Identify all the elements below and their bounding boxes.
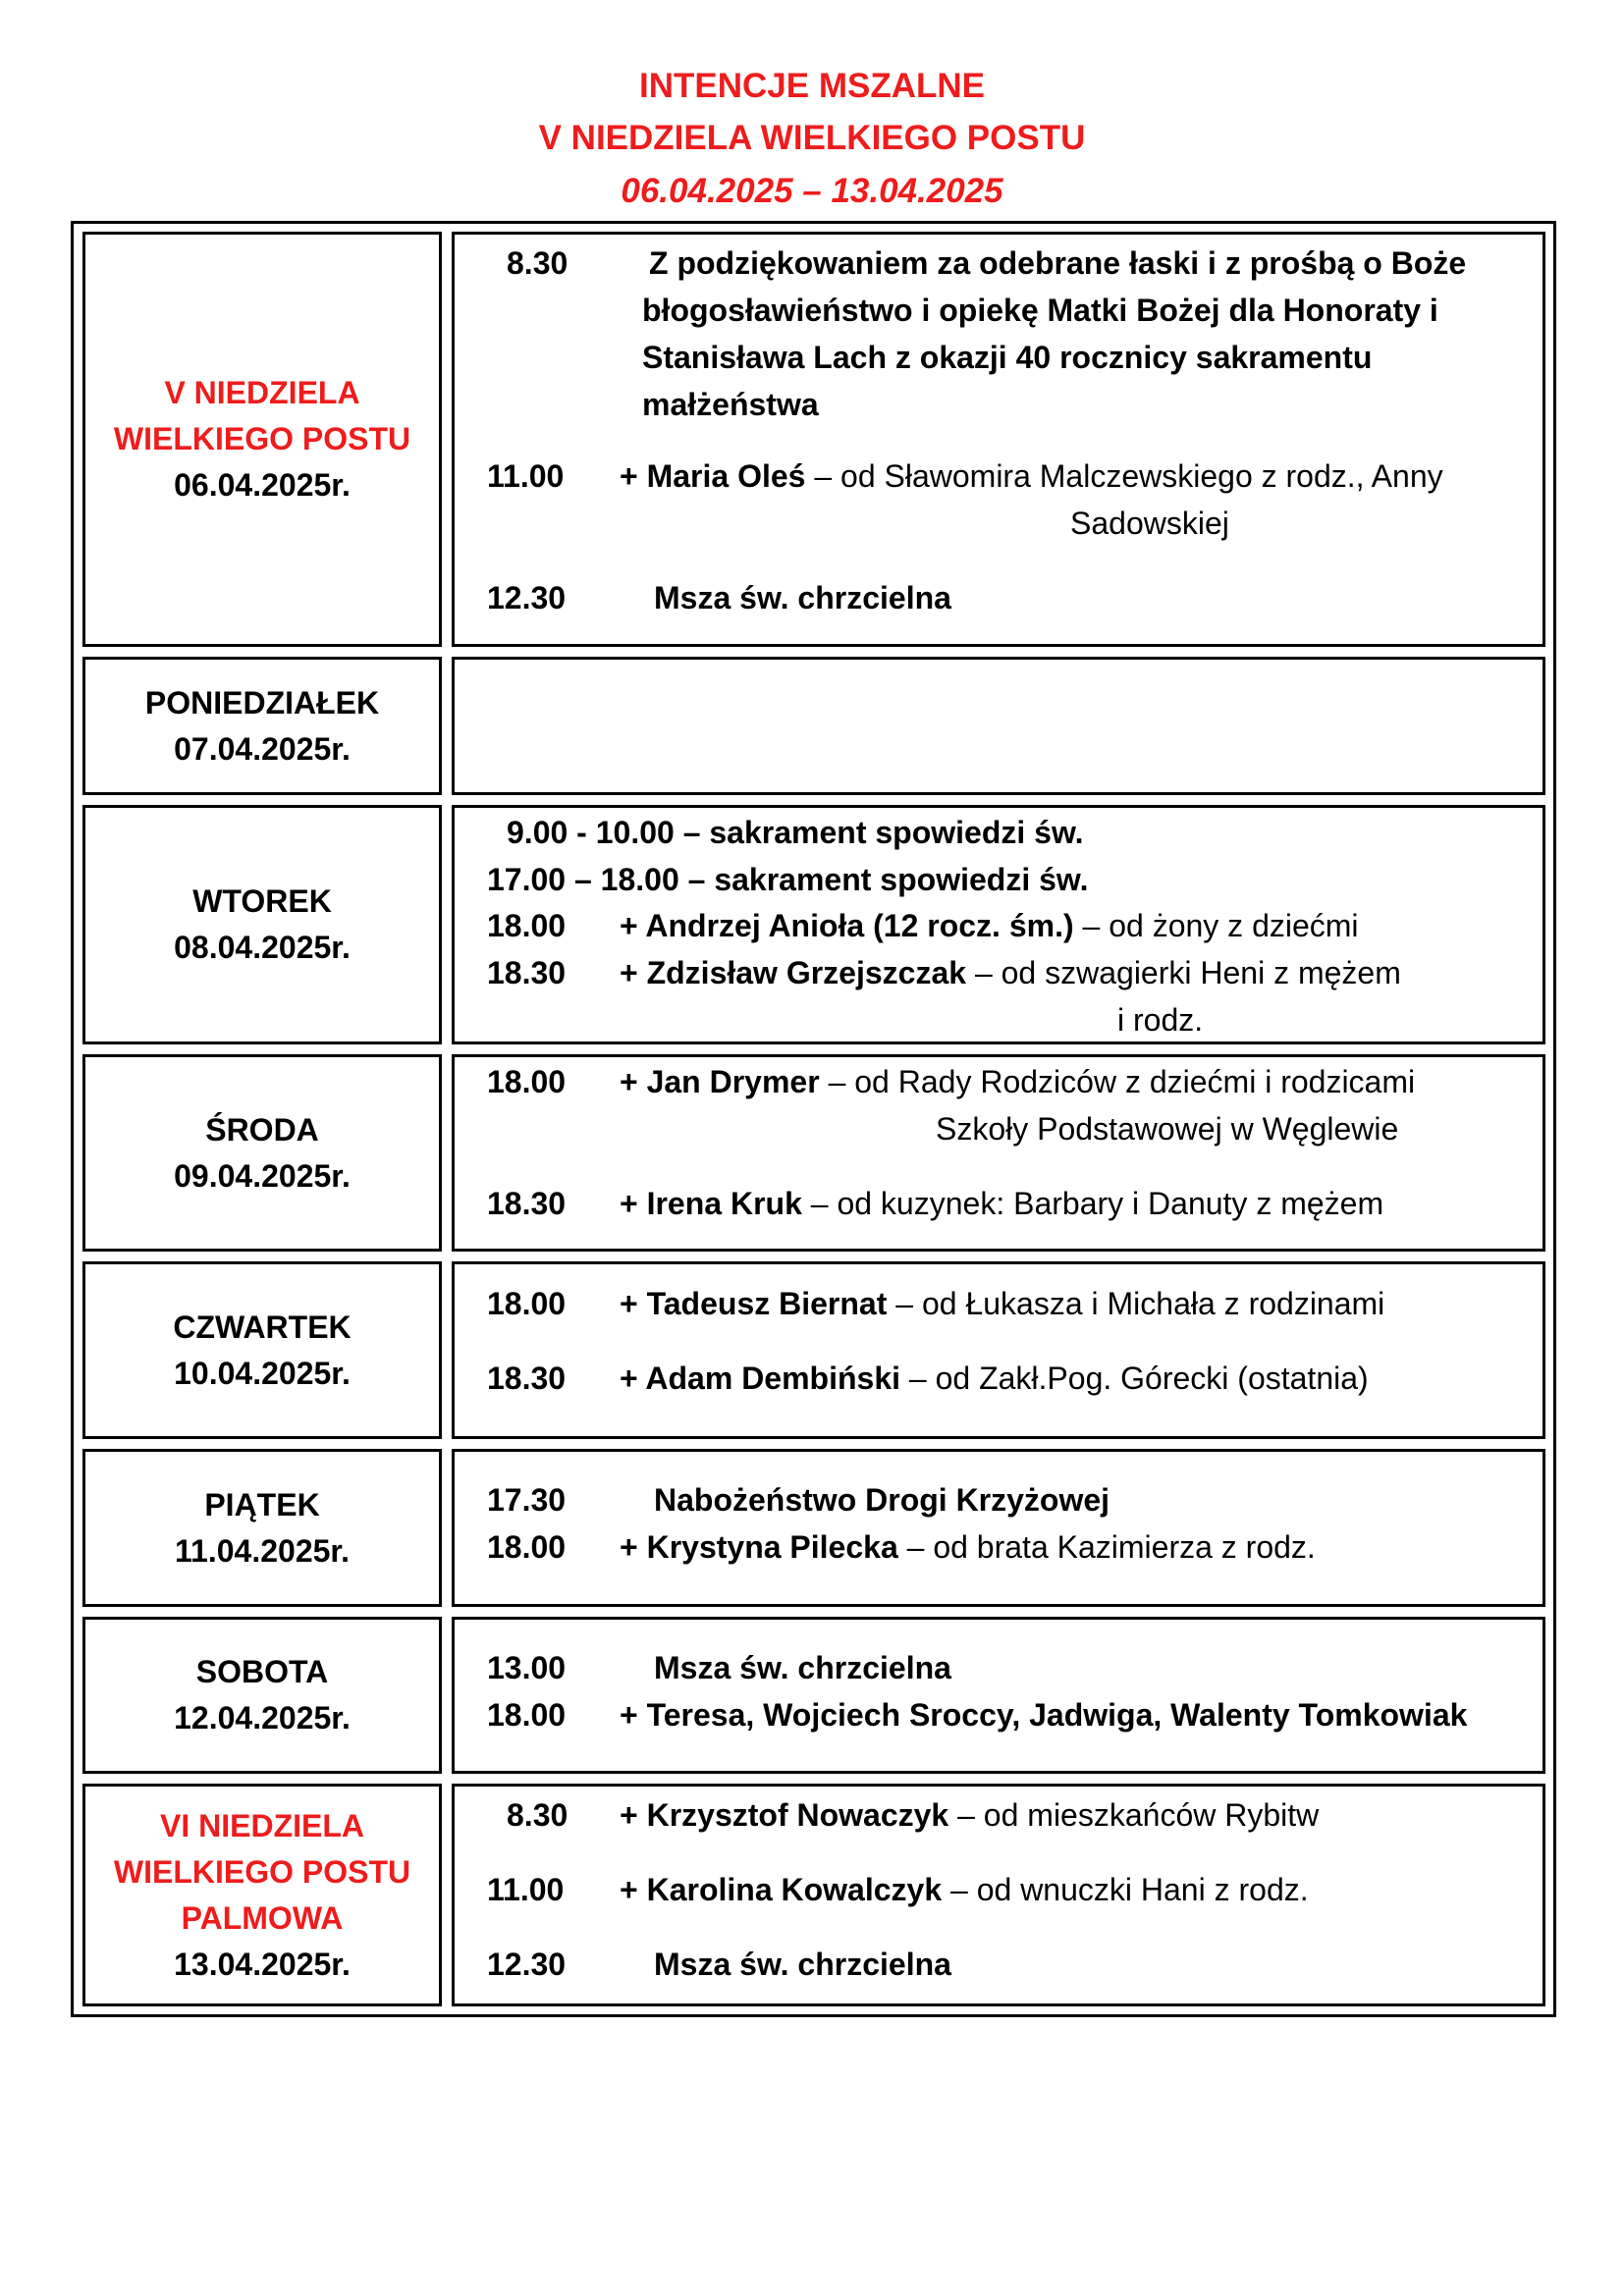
entry-row [455, 1524, 1543, 1570]
intention-text: Z podziękowaniem za odebrane łaski i z prośbą o Boże [649, 245, 1467, 281]
entries-cell-sunday-2 [452, 1784, 1545, 2006]
deceased-name: + Tadeusz Biernat [620, 1286, 888, 1321]
entry-row [455, 240, 1543, 286]
deceased-name: + Karolina Kowalczyk [620, 1872, 943, 1907]
mass-time: 12.30 [487, 1947, 567, 1982]
entries-cell-friday [452, 1449, 1545, 1607]
intention-text: – od Zakł.Pog. Górecki (ostatnia) [900, 1361, 1369, 1396]
entry-row [455, 857, 1543, 902]
entry-row [455, 1059, 1543, 1104]
entries-cell-wednesday [452, 1054, 1545, 1252]
deceased-name: + Irena Kruk [620, 1186, 802, 1221]
intention-text: Stanisława Lach z okazji 40 rocznicy sakramentu [642, 340, 1373, 375]
day-cell-saturday [82, 1617, 442, 1774]
intention-text: i rodz. [1117, 1002, 1204, 1038]
day-name: SOBOTA [195, 1654, 329, 1689]
entry-row [455, 903, 1543, 948]
intention-text: – od Sławomira Malczewskiego z rodz., Anny [805, 458, 1443, 494]
day-name: VI NIEDZIELA [159, 1807, 364, 1843]
intention-text: – od brata Kazimierza z rodz. [897, 1529, 1316, 1565]
mass-time: 8.30 [507, 245, 568, 281]
mass-time: 12.30 [487, 580, 567, 615]
mass-time: 18.30 [487, 955, 567, 990]
intention-text: błogosławieństwo i opiekę Matki Bożej dla Honoraty i [642, 293, 1438, 328]
title-line-1: INTENCJE MSZALNE [639, 67, 985, 105]
entries-cell-tuesday [452, 805, 1545, 1044]
entry-row [455, 501, 1543, 546]
mass-time: 13.00 [487, 1650, 567, 1685]
entry-row [455, 1356, 1543, 1401]
intention-text: Sadowskiej [1070, 506, 1229, 541]
entry-row [455, 1645, 1543, 1690]
entry-row [455, 335, 1543, 380]
day-name: CZWARTEK [173, 1308, 352, 1345]
entry-row [455, 997, 1543, 1042]
entries-cell-saturday [452, 1617, 1545, 1774]
intention-text: Msza św. chrzcielna [654, 1947, 951, 1982]
intention-text: – od mieszkańców Rybitw [948, 1797, 1320, 1833]
entry-row [455, 288, 1543, 333]
day-date: 08.04.2025r. [174, 930, 351, 965]
intention-text: Nabożeństwo Drogi Krzyżowej [654, 1482, 1110, 1518]
mass-time: 18.00 [487, 1286, 567, 1321]
mass-time: 11.00 [487, 458, 565, 494]
day-cell-thursday [82, 1261, 442, 1439]
title-line-2: V NIEDZIELA WIELKIEGO POSTU [538, 119, 1086, 157]
entry-row [455, 1477, 1543, 1522]
day-name: PONIEDZIAŁEK [144, 684, 380, 721]
day-cell-sunday-1 [82, 232, 442, 647]
intention-text: – od Łukasza i Michała z rodzinami [887, 1286, 1385, 1321]
day-cell-wednesday [82, 1054, 442, 1252]
deceased-name: + Krystyna Pilecka [620, 1529, 898, 1565]
intention-text: – od kuzynek: Barbary i Danuty z mężem [801, 1186, 1384, 1221]
day-name: PALMOWA [181, 1899, 344, 1936]
entries-cell-sunday-1 [452, 232, 1545, 647]
mass-time: 18.00 [487, 1529, 567, 1565]
entry-row [455, 950, 1543, 995]
entries-cell-thursday [452, 1261, 1545, 1439]
entry-row [455, 1792, 1543, 1838]
intention-text: – od żony z dziećmi [1073, 908, 1359, 943]
day-date: 11.04.2025r. [175, 1532, 350, 1569]
entry-row [455, 810, 1543, 855]
day-cell-monday [82, 657, 442, 795]
day-name: WTOREK [192, 883, 332, 919]
deceased-name: + Jan Drymer [620, 1064, 820, 1099]
deceased-name: + Zdzisław Grzejszczak [620, 955, 967, 990]
deceased-name: + Andrzej Anioła (12 rocz. śm.) [620, 908, 1074, 943]
entry-row [455, 1106, 1543, 1151]
entry-row [455, 1867, 1543, 1912]
deceased-name: + Maria Oleś [620, 458, 806, 494]
entry-row [455, 1281, 1543, 1326]
day-date: 09.04.2025r. [174, 1157, 351, 1194]
day-cell-sunday-2 [82, 1784, 442, 2006]
mass-time: 11.00 [487, 1872, 565, 1907]
mass-time: 18.00 [487, 908, 567, 943]
intention-text: Msza św. chrzcielna [654, 1650, 951, 1685]
day-name: ŚRODA [205, 1111, 319, 1148]
intention-text: – od szwagierki Heni z mężem [966, 955, 1401, 990]
intention-text: 17.00 – 18.00 – sakrament spowiedzi św. [487, 862, 1089, 897]
entry-row [455, 382, 1543, 427]
intention-text: Szkoły Podstawowej w Węglewie [936, 1111, 1399, 1147]
mass-time: 18.30 [487, 1361, 567, 1396]
entry-row [455, 1181, 1543, 1226]
deceased-name: + Adam Dembiński [620, 1361, 901, 1396]
day-date: 12.04.2025r. [174, 1700, 351, 1735]
mass-time: 18.30 [487, 1186, 567, 1221]
deceased-name: + Teresa, Wojciech Sroccy, Jadwiga, Walenty Tomkowiak [620, 1697, 1468, 1733]
mass-time: 8.30 [507, 1797, 568, 1833]
day-name: PIĄTEK [204, 1486, 320, 1522]
entries-cell-monday [452, 657, 1545, 795]
day-name: WIELKIEGO POSTU [113, 421, 411, 456]
entry-row [455, 1692, 1543, 1737]
date-range: 06.04.2025 – 13.04.2025 [621, 172, 1003, 210]
intention-text: Msza św. chrzcielna [654, 580, 951, 615]
intention-text: małżeństwa [642, 387, 819, 422]
day-date: 13.04.2025r. [174, 1946, 351, 1982]
day-name: WIELKIEGO POSTU [113, 1853, 411, 1890]
day-date: 06.04.2025r. [174, 467, 351, 503]
intention-text: 9.00 - 10.00 – sakrament spowiedzi św. [507, 815, 1084, 850]
day-cell-tuesday [82, 805, 442, 1044]
day-cell-friday [82, 1449, 442, 1607]
mass-time: 18.00 [487, 1064, 567, 1099]
deceased-name: + Krzysztof Nowaczyk [620, 1797, 949, 1833]
intention-text: – od wnuczki Hani z rodz. [942, 1872, 1309, 1907]
intention-text: – od Rady Rodziców z dziećmi i rodzicami [819, 1064, 1416, 1099]
mass-time: 18.00 [487, 1697, 567, 1733]
day-date: 07.04.2025r. [174, 730, 351, 767]
entry-row [455, 454, 1543, 499]
mass-time: 17.30 [487, 1482, 567, 1518]
day-date: 10.04.2025r. [174, 1355, 351, 1391]
entry-row [455, 575, 1543, 620]
day-name: V NIEDZIELA [164, 375, 360, 410]
entry-row [455, 1942, 1543, 1987]
